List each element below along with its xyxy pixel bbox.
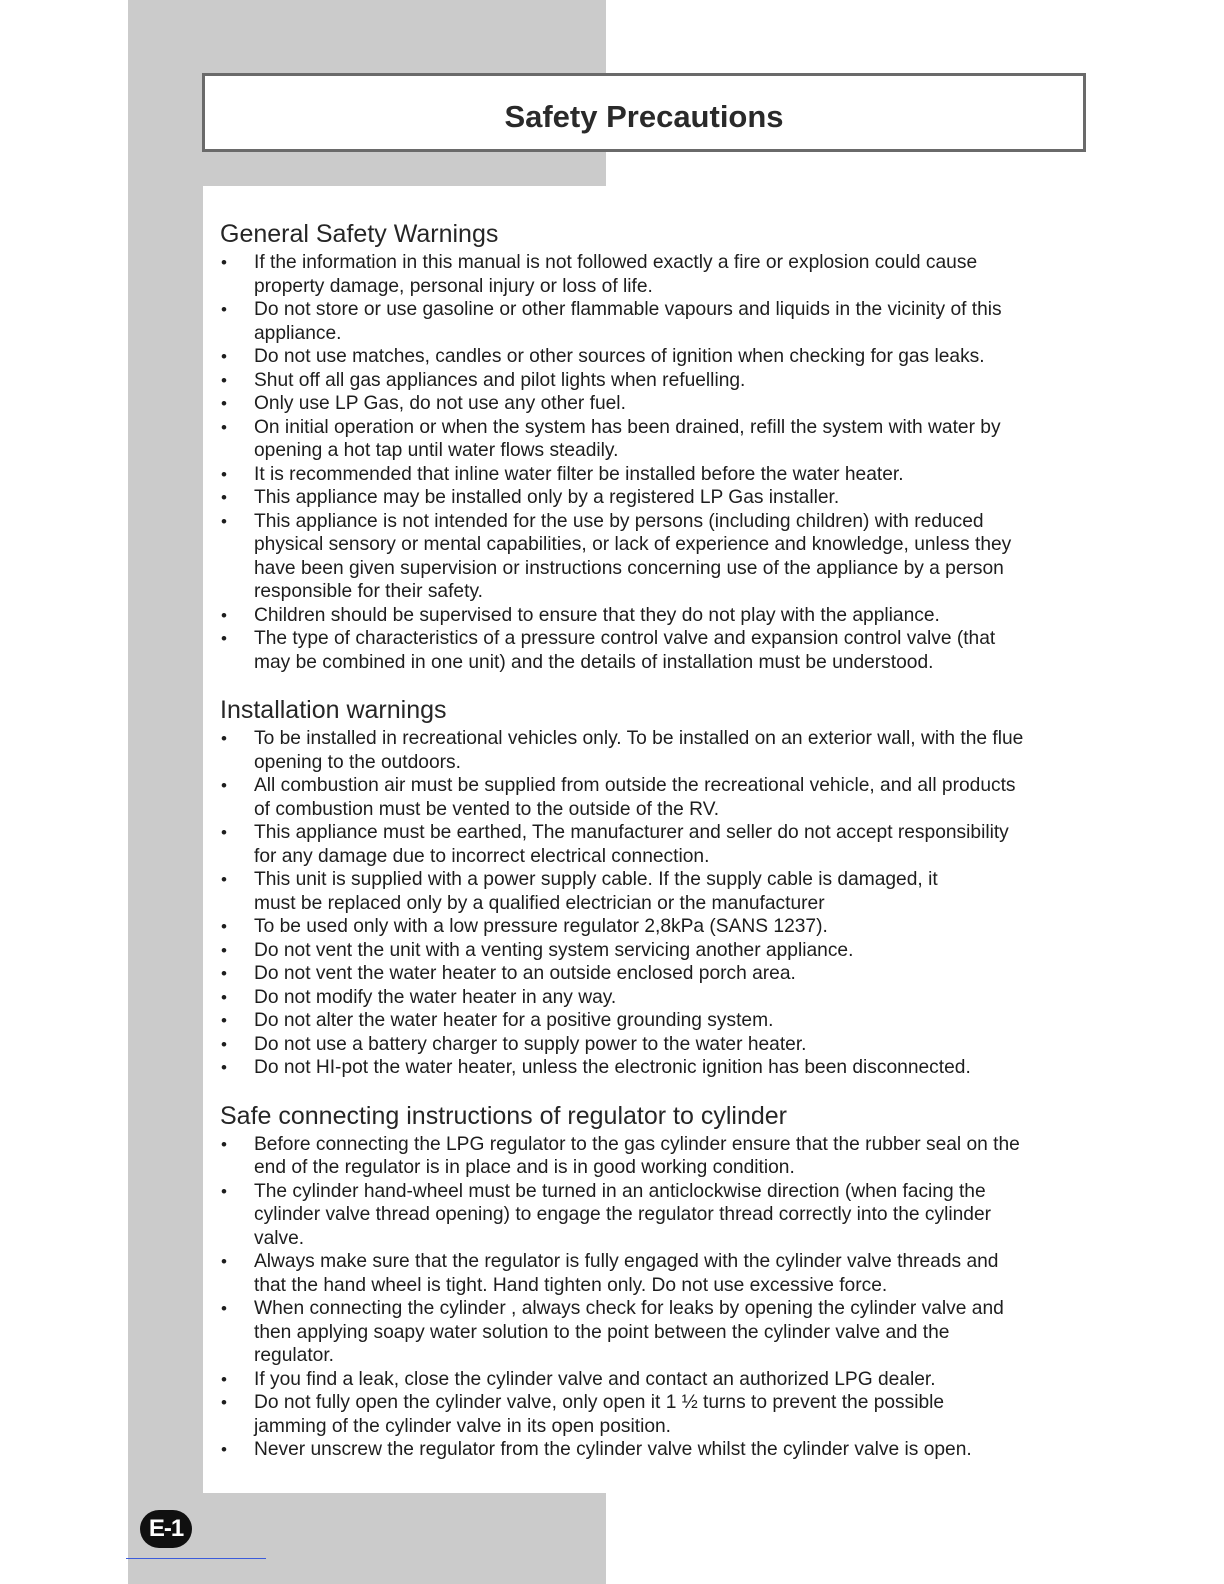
- list-item-text: Do not fully open the cylinder valve, only open it 1 ½ turns to prevent the possible jamming of the cylinder valve in its open position.: [254, 1392, 945, 1437]
- bullet-icon: •: [221, 964, 227, 983]
- warning-list: [220, 251, 1124, 674]
- list-item: [220, 727, 1124, 774]
- bullet-icon: •: [221, 1011, 227, 1030]
- section-heading: Safe connecting instructions of regulator to cylinder: [220, 1101, 787, 1130]
- list-item-text: All combustion air must be supplied from outside the recreational vehicle, and all products of combustion must be vented to the outside of the RV.: [254, 775, 1016, 820]
- list-item-text: Never unscrew the regulator from the cylinder valve whilst the cylinder valve is open.: [254, 1439, 972, 1460]
- list-item: [220, 915, 1124, 939]
- bullet-icon: •: [221, 823, 227, 842]
- list-item-text: Children should be supervised to ensure that they do not play with the appliance.: [254, 604, 940, 626]
- list-item-text: Do not alter the water heater for a positive grounding system.: [254, 1010, 774, 1031]
- list-item-text: To be used only with a low pressure regulator 2,8kPa (SANS 1237).: [254, 916, 828, 937]
- section-installation: [220, 695, 1124, 1080]
- list-item: [220, 821, 1124, 868]
- list-item-text: The cylinder hand-wheel must be turned in an anticlockwise direction (when facing the cylinder valve thread opening) to engage the regulator thread correctly into the cylinder valve.: [254, 1180, 992, 1249]
- bullet-icon: •: [221, 370, 227, 390]
- list-item-text: Do not use matches, candles or other sources of ignition when checking for gas leaks.: [254, 346, 985, 367]
- instruction-list: [220, 1133, 1124, 1462]
- bullet-icon: •: [221, 253, 227, 272]
- list-item: [220, 463, 1124, 487]
- title-box: [202, 73, 1086, 152]
- bullet-icon: •: [221, 870, 227, 889]
- list-item: [220, 1391, 1124, 1438]
- list-item: [220, 369, 1124, 393]
- bullet-icon: •: [221, 1393, 227, 1412]
- bullet-icon: •: [221, 605, 227, 625]
- list-item: [220, 298, 1124, 345]
- bullet-icon: •: [221, 1058, 227, 1077]
- bullet-icon: •: [221, 729, 227, 748]
- list-item: [220, 986, 1124, 1010]
- list-item: [220, 392, 1124, 416]
- list-item-text: Before connecting the LPG regulator to the gas cylinder ensure that the rubber seal on the end of the regulator is in place and is in good working condition.: [254, 1133, 1020, 1178]
- list-item: [220, 1368, 1124, 1392]
- list-item: [220, 774, 1124, 821]
- list-item-text: If the information in this manual is not followed exactly a fire or explosion could cause property damage, personal injury or loss of life.: [254, 252, 978, 297]
- list-item-text: On initial operation or when the system has been drained, refill the system with water by opening a hot tap until water flows steadily.: [254, 416, 1001, 461]
- list-item: [220, 1009, 1124, 1033]
- list-item: [220, 1056, 1124, 1080]
- list-item-text: When connecting the cylinder , always check for leaks by opening the cylinder valve and then applying soapy water solution to the point between the cylinder valve and the regulator.: [254, 1298, 1004, 1366]
- bullet-icon: •: [221, 776, 227, 795]
- list-item-text: Always make sure that the regulator is fully engaged with the cylinder valve threads and that the hand wheel is tight. Hand tighten only. Do not use excessive force.: [254, 1251, 999, 1296]
- list-item-text: Do not vent the water heater to an outside enclosed porch area.: [254, 963, 796, 984]
- list-item: [220, 510, 1124, 604]
- list-item: [220, 962, 1124, 986]
- content-panel: [203, 186, 1124, 1493]
- page-title: Safety Precautions: [504, 98, 784, 134]
- list-item-text: If you find a leak, close the cylinder valve and contact an authorized LPG dealer.: [254, 1368, 936, 1390]
- list-item: [220, 1250, 1124, 1297]
- list-item: [220, 345, 1124, 369]
- link-underline: [126, 1558, 266, 1559]
- list-item-text: Do not vent the unit with a venting system servicing another appliance.: [254, 939, 854, 961]
- list-item-text: Shut off all gas appliances and pilot lights when refuelling.: [254, 369, 746, 391]
- bullet-icon: •: [221, 1252, 227, 1271]
- list-item: [220, 486, 1124, 510]
- list-item-text: This appliance may be installed only by a registered LP Gas installer.: [254, 487, 840, 508]
- bullet-icon: •: [221, 417, 227, 437]
- list-item: [220, 1438, 1124, 1462]
- bullet-icon: •: [221, 300, 227, 319]
- list-item: [220, 1133, 1124, 1180]
- bullet-icon: •: [221, 1134, 227, 1154]
- bullet-icon: •: [221, 1181, 227, 1201]
- section-regulator-connecting: [220, 1101, 1124, 1462]
- list-item-text: The type of characteristics of a pressure control valve and expansion control valve (that may be combined in one unit) and the details of installation must be understood.: [254, 628, 996, 673]
- list-item: [220, 1180, 1124, 1251]
- bullet-icon: •: [221, 1440, 227, 1459]
- bullet-icon: •: [221, 940, 227, 960]
- page-number-badge: E-1: [140, 1510, 192, 1548]
- bullet-icon: •: [221, 347, 227, 366]
- list-item: [220, 868, 1124, 915]
- bullet-icon: •: [221, 987, 227, 1007]
- bullet-icon: •: [221, 488, 227, 507]
- list-item-text: It is recommended that inline water filter be installed before the water heater.: [254, 463, 904, 485]
- list-item-text: Do not HI-pot the water heater, unless the electronic ignition has been disconnected.: [254, 1057, 971, 1078]
- list-item-text: To be installed in recreational vehicles only. To be installed on an exterior wall, with the flue opening to the outdoors.: [254, 728, 1024, 773]
- bullet-icon: •: [221, 917, 227, 936]
- list-item: [220, 416, 1124, 463]
- list-item: [220, 1297, 1124, 1368]
- list-item: [220, 1033, 1124, 1057]
- list-item: [220, 604, 1124, 628]
- bullet-icon: •: [221, 1034, 227, 1054]
- bullet-icon: •: [221, 511, 227, 531]
- section-heading: Installation warnings: [220, 696, 447, 724]
- section-heading: General Safety Warnings: [220, 220, 499, 248]
- list-item-text: Only use LP Gas, do not use any other fuel.: [254, 393, 626, 414]
- bullet-icon: •: [221, 1299, 227, 1318]
- list-item-text: This appliance must be earthed, The manufacturer and seller do not accept responsibility for any damage due to incorrect electrical connection.: [254, 822, 1009, 867]
- bullet-icon: •: [221, 629, 227, 648]
- list-item: [220, 939, 1124, 963]
- bullet-icon: •: [221, 464, 227, 484]
- list-item-text: This unit is supplied with a power supply cable. If the supply cable is damaged, it must be replaced only by a qualified electrician or the manufacturer: [254, 869, 938, 914]
- list-item: [220, 251, 1124, 298]
- list-item-text: Do not modify the water heater in any way.: [254, 986, 617, 1008]
- section-general-safety: [220, 219, 1124, 674]
- list-item-text: This appliance is not intended for the use by persons (including children) with reduced physical sensory or mental capabilities, or lack of experience and knowledge, unless they have been given supervision or instructions concerning use of the appliance by a person responsible for their safety.: [254, 510, 1012, 602]
- warning-list: [220, 727, 1124, 1080]
- bullet-icon: •: [221, 394, 227, 413]
- list-item: [220, 627, 1124, 674]
- list-item-text: Do not store or use gasoline or other flammable vapours and liquids in the vicinity of this appliance.: [254, 299, 1002, 344]
- bullet-icon: •: [221, 1369, 227, 1389]
- list-item-text: Do not use a battery charger to supply power to the water heater.: [254, 1033, 807, 1055]
